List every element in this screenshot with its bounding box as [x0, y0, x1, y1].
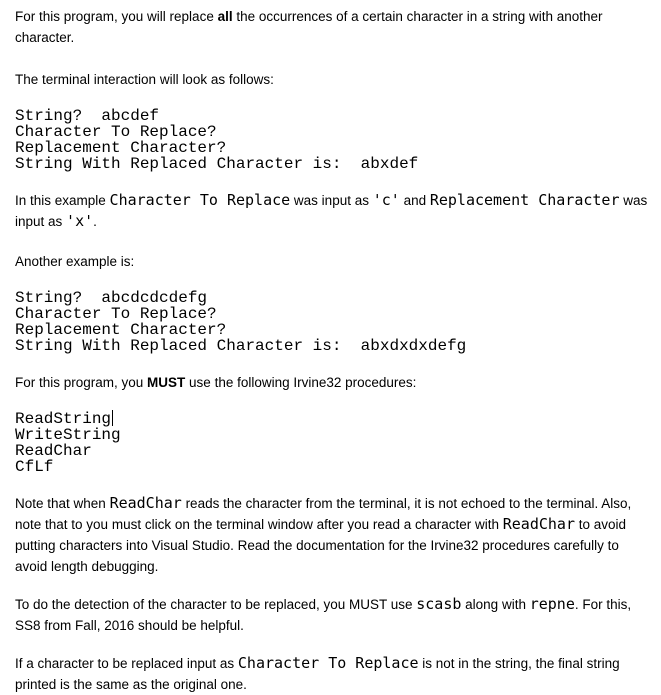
explain-text-i: . [93, 214, 97, 229]
detect-text-c: along with [461, 597, 530, 612]
final-text-a: If a character to be replaced input as [15, 656, 238, 671]
example2-line-3: Replacement Character? [15, 321, 227, 339]
procedure-writestring: WriteString [15, 426, 121, 444]
example1-line-4: String With Replaced Character is: abxdef [15, 155, 419, 173]
detect-code-repne: repne [529, 595, 575, 613]
note-text-a: Note that when [15, 496, 110, 511]
final-code-char-to-replace: Character To Replace [237, 654, 419, 672]
note-text-c: reads the character from the terminal, it is not echoed to the terminal. Also, note that to you must click on the terminal window after you read a character with [15, 496, 632, 532]
terminal-intro: The terminal interaction will look as follows: [15, 72, 274, 87]
example1-line-2: Character To Replace? [15, 123, 217, 141]
explain-code-replacement: Replacement Character [429, 191, 620, 209]
final-paragraph [15, 653, 651, 695]
procedure-readstring-label: ReadString [15, 410, 112, 428]
explain-code-char-to-replace: Character To Replace [109, 191, 291, 209]
note-code-readchar-2: ReadChar [502, 515, 575, 533]
note-code-readchar-1: ReadChar [109, 494, 182, 512]
must-text-a: For this program, you [15, 375, 148, 390]
explain-text-g: was input as [15, 193, 648, 229]
procedure-list [15, 410, 651, 475]
detect-code-scasb: scasb [416, 595, 462, 613]
intro-text-rest: the occurrences of a certain character in a string with another character. [15, 9, 603, 45]
explain-text-e: and [399, 193, 430, 208]
explain-text-a: In this example [15, 193, 110, 208]
example1-line-3: Replacement Character? [15, 139, 227, 157]
text-cursor [112, 410, 113, 426]
note-paragraph [15, 493, 651, 577]
intro-bold-all: all [217, 9, 233, 24]
procedure-cflf: CfLf [15, 458, 54, 476]
explain-code-c: 'c' [372, 191, 400, 209]
procedure-readstring[interactable] [15, 410, 651, 427]
must-bold: MUST [147, 375, 186, 390]
example-terminal-2 [15, 290, 651, 354]
note-text-e: to avoid putting characters into Visual Studio. Read the documentation for the Irvine32 procedures carefully to avoid length debugging. [15, 517, 627, 574]
explain-text-c: was input as [290, 193, 373, 208]
intro-paragraph [15, 6, 651, 48]
document-body [15, 6, 651, 695]
must-paragraph [15, 372, 651, 393]
must-text-c: use the following Irvine32 procedures: [185, 375, 417, 390]
example2-line-4: String With Replaced Character is: abxdxdxdefg [15, 337, 467, 355]
detect-text-a: To do the detection of the character to be replaced, you MUST use [15, 597, 417, 612]
procedure-readchar: ReadChar [15, 442, 92, 460]
example2-line-2: Character To Replace? [15, 305, 217, 323]
another-example-label: Another example is: [15, 254, 135, 269]
example1-line-1: String? abcdef [15, 107, 160, 125]
intro-text: For this program, you will replace [15, 9, 218, 24]
explain-code-x: 'x' [66, 212, 94, 230]
final-text-c: is not in the string, the final string printed is the same as the original one. [15, 656, 620, 692]
detect-paragraph [15, 594, 651, 636]
example-terminal-1 [15, 108, 651, 172]
detect-text-e: . For this, SS8 from Fall, 2016 should be helpful. [15, 597, 632, 633]
explain-paragraph [15, 190, 651, 232]
example2-line-1: String? abcdcdcdefg [15, 289, 208, 307]
